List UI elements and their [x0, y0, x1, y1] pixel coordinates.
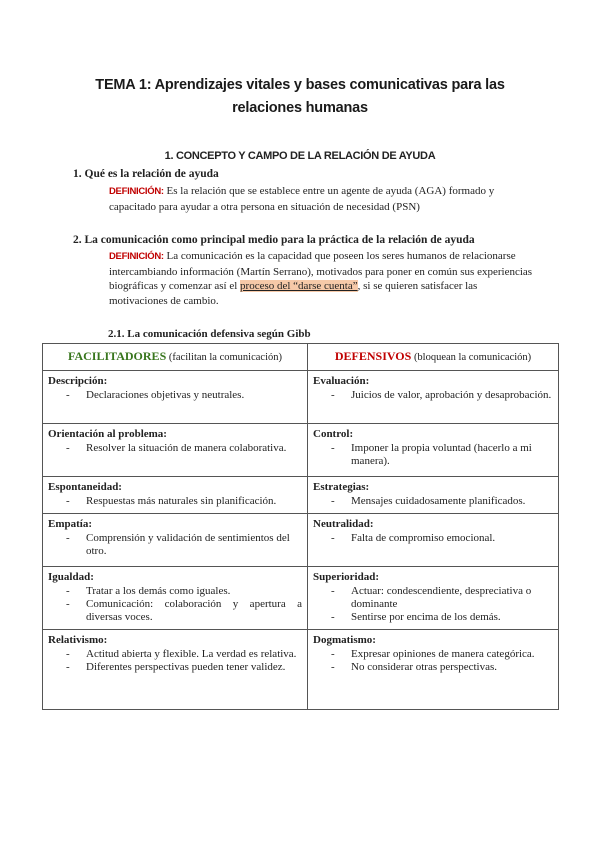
definition-label: DEFINICIÓN: — [109, 251, 164, 262]
table-row — [43, 424, 559, 477]
cell-title: Dogmatismo: — [313, 634, 376, 646]
cell-title: Descripción: — [48, 375, 108, 387]
table-row — [43, 371, 559, 424]
table-cell — [43, 514, 308, 567]
header-right-sub: (bloquean la comunicación) — [411, 352, 532, 363]
list-item: - Respuestas más naturales sin planificación. — [86, 495, 302, 508]
document-title — [0, 74, 600, 120]
table-row — [43, 477, 559, 514]
list-item: - Imponer la propia voluntad (hacerlo a mi manera). — [351, 442, 553, 468]
cell-title: Espontaneidad: — [48, 481, 122, 493]
table-cell — [308, 567, 559, 630]
list-item: - No considerar otras perspectivas. — [351, 661, 553, 674]
cell-title: Relativismo: — [48, 634, 108, 646]
list-item: - Falta de compromiso emocional. — [351, 532, 553, 545]
cell-title: Evaluación: — [313, 375, 370, 387]
definition-text: Es la relación que se establece entre un agente de ayuda (AGA) formado y capacitado para ayudar a otra persona en situación de necesidad (PSN) — [109, 185, 495, 213]
list-item: - Mensajes cuidadosamente planificados. — [351, 495, 553, 508]
table-cell — [308, 424, 559, 477]
header-facilitadores — [43, 344, 308, 371]
table-cell — [43, 630, 308, 710]
table-cell — [308, 371, 559, 424]
list-item: - Tratar a los demás como iguales. — [86, 585, 302, 598]
document-title-line1: TEMA 1: Aprendizajes vitales y bases comunicativas para las — [95, 77, 505, 93]
list-item: - Resolver la situación de manera colaborativa. — [86, 442, 302, 455]
table-cell — [43, 567, 308, 630]
list-item: - Expresar opiniones de manera categórica. — [351, 648, 553, 661]
table-cell — [43, 371, 308, 424]
item1-definition — [109, 184, 534, 214]
header-defensivos — [308, 344, 559, 371]
list-item: - Actuar: condescendiente, despreciativa o dominante — [351, 585, 553, 611]
gibb-table — [42, 343, 559, 710]
item2-heading: 2. La comunicación como principal medio para la práctica de la relación de ayuda — [73, 234, 475, 246]
definition-text: La comunicación es la capacidad que poseen los seres humanos de relacionarse intercambiando información (Martín Serrano), motivados para poner en común sus experiencias biográficas y comenzar así el — [109, 250, 533, 292]
table-cell — [43, 424, 308, 477]
cell-title: Superioridad: — [313, 571, 380, 583]
header-left-main: FACILITADORES — [68, 349, 167, 363]
table-cell — [308, 630, 559, 710]
cell-title: Neutralidad: — [313, 518, 374, 530]
highlighted-phrase: proceso del “darse cuenta” — [240, 280, 358, 292]
header-left-sub: (facilitan la comunicación) — [166, 352, 282, 363]
item2-definition — [109, 249, 534, 308]
cell-title: Orientación al problema: — [48, 428, 167, 440]
table-header-row — [43, 344, 559, 371]
definition-text-end: , si se quieren satisfacer las motivaciones de cambio. — [109, 280, 478, 307]
table-cell — [43, 477, 308, 514]
table-row — [43, 567, 559, 630]
document-title-line2: relaciones humanas — [232, 100, 368, 116]
table-cell — [308, 514, 559, 567]
header-right-main: DEFENSIVOS — [334, 349, 412, 363]
item1-heading: 1. Qué es la relación de ayuda — [73, 168, 219, 180]
list-item: - Sentirse por encima de los demás. — [351, 611, 553, 624]
list-item: - Diferentes perspectivas pueden tener validez. — [86, 661, 302, 674]
cell-title: Igualdad: — [48, 571, 94, 583]
definition-label: DEFINICIÓN: — [109, 186, 164, 197]
table-row — [43, 630, 559, 710]
section-heading: 1. CONCEPTO Y CAMPO DE LA RELACIÓN DE AYUDA — [164, 150, 436, 162]
table-cell — [308, 477, 559, 514]
table-row — [43, 514, 559, 567]
cell-title: Control: — [313, 428, 354, 440]
list-item: - Comprensión y validación de sentimientos del otro. — [86, 532, 302, 558]
cell-title: Empatía: — [48, 518, 92, 530]
list-item: - Juicios de valor, aprobación y desaprobación. — [351, 389, 553, 402]
list-item: - Comunicación: colaboración y apertura a diversas voces. — [86, 598, 302, 624]
cell-title: Estrategias: — [313, 481, 370, 493]
list-item: - Declaraciones objetivas y neutrales. — [86, 389, 302, 402]
list-item: - Actitud abierta y flexible. La verdad es relativa. — [86, 648, 302, 661]
subsection-heading: 2.1. La comunicación defensiva según Gibb — [108, 328, 311, 340]
